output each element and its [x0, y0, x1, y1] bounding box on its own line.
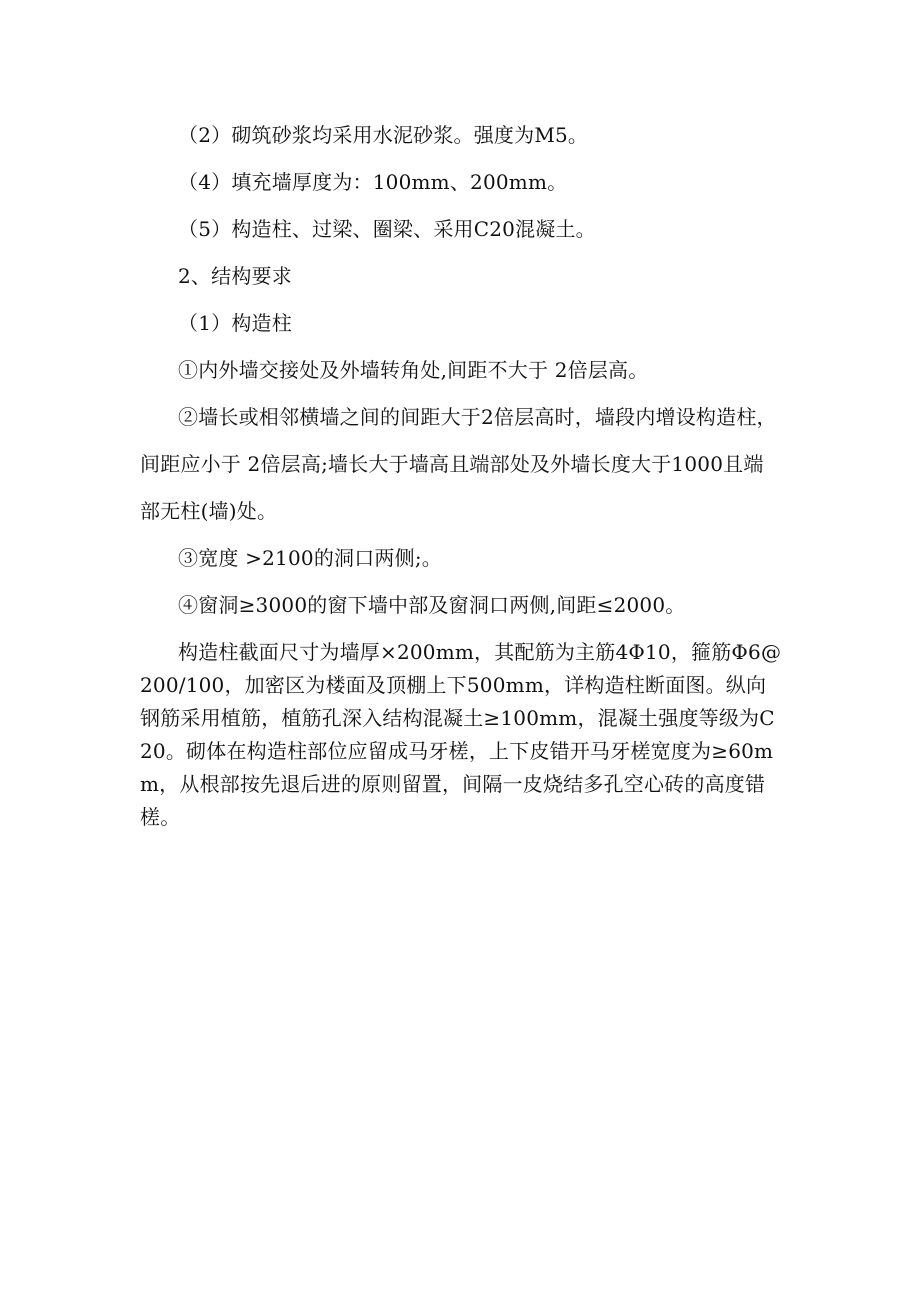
section-heading-structure: 2、结构要求 — [178, 264, 292, 288]
paragraph-concrete: （5）构造柱、过梁、圈梁、采用C20混凝土。 — [178, 217, 596, 241]
paragraph-rule-2: ②墙长或相邻横墙之间的间距大于2倍层高时，墙段内增设构造柱，间距应小于 2倍层高;墙长大于墙高且端部处及外墙长度大于1000且端部无柱(墙)处。 — [140, 405, 777, 523]
paragraph-rule-1: ①内外墙交接处及外墙转角处,间距不大于 2倍层高。 — [178, 358, 649, 382]
paragraph-mortar: （2）砌筑砂浆均采用水泥砂浆。强度为M5。 — [178, 123, 589, 147]
paragraph-rule-4: ④窗洞≥3000的窗下墙中部及窗洞口两侧,间距≤2000。 — [178, 593, 686, 617]
paragraph-rule-3: ③宽度 >2100的洞口两侧;。 — [178, 546, 442, 570]
document-body — [140, 112, 782, 834]
subheading-structural-column: （1）构造柱 — [178, 311, 292, 335]
paragraph-column-details: 构造柱截面尺寸为墙厚×200mm，其配筋为主筋4Φ10，箍筋Φ6@200/100，加密区为楼面及顶棚上下500mm，详构造柱断面图。纵向钢筋采用植筋，植筋孔深入结构混凝土≥100mm，混凝土强度等级为C20。砌体在构造柱部位应留成马牙槎，上下皮错开马牙槎宽度为≥60mm，从根部按先退后进的原则留置，间隔一皮烧结多孔空心砖的高度错槎。 — [140, 640, 782, 829]
paragraph-wall-thickness: （4）填充墙厚度为：100mm、200mm。 — [178, 170, 568, 194]
